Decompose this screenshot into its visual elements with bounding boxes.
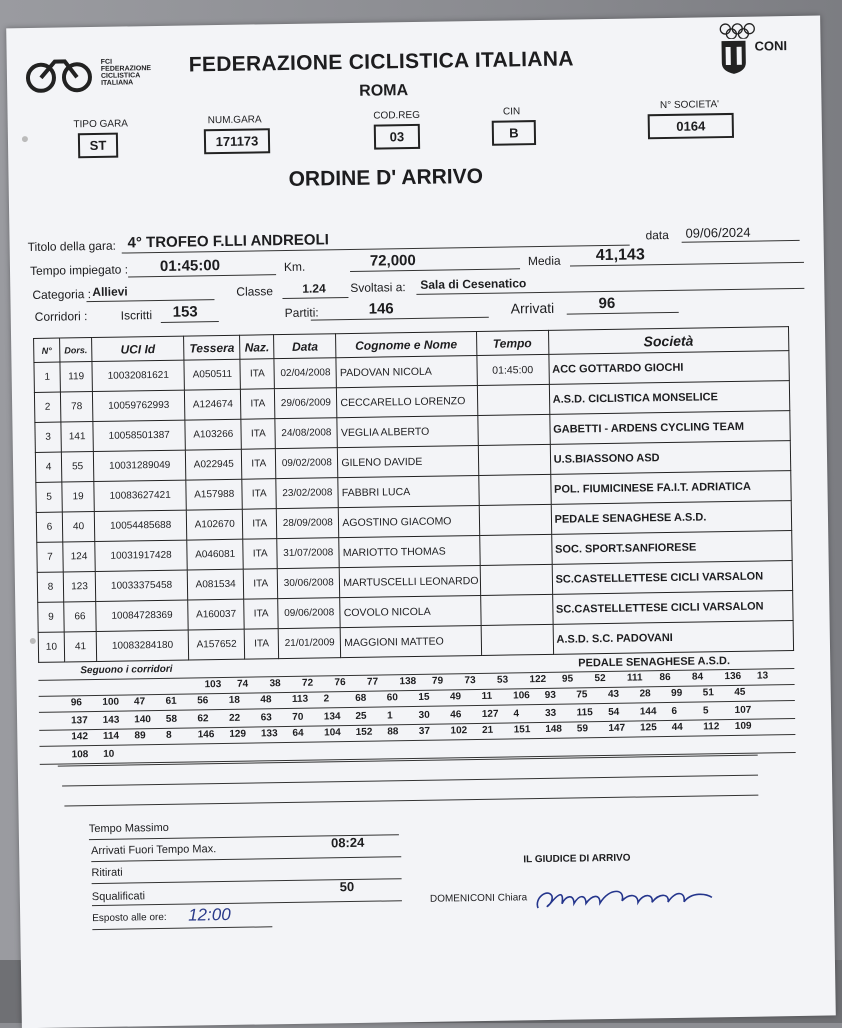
cell-societa: SC.CASTELLETTESE CICLI VARSALON bbox=[552, 561, 793, 595]
race-title: 4° TROFEO F.LLI ANDREOLI bbox=[127, 231, 329, 252]
partiti-value: 146 bbox=[368, 300, 394, 318]
rider-number: 122 bbox=[529, 673, 547, 686]
rider-number: 18 bbox=[228, 694, 240, 706]
coni-shield-icon bbox=[720, 39, 747, 75]
rider-number: 28 bbox=[639, 688, 651, 700]
esposto-value: 12:00 bbox=[187, 904, 231, 925]
cell-name: AGOSTINO GIACOMO bbox=[339, 505, 480, 537]
cell-dorsal: 141 bbox=[61, 422, 93, 452]
cell-name: VEGLIA ALBERTO bbox=[337, 415, 478, 447]
cell-pos: 5 bbox=[36, 482, 62, 512]
rider-number: 136 bbox=[724, 670, 742, 683]
cell-societa: ACC GOTTARDO GIOCHI bbox=[548, 351, 789, 385]
arrivati-value: 96 bbox=[598, 294, 616, 313]
cell-tessera: A124674 bbox=[185, 389, 242, 420]
cell-societa: SOC. SPORT.SANFIORESE bbox=[551, 531, 792, 565]
esposto-label: Esposto alle ore: bbox=[92, 911, 167, 925]
media-label: Media bbox=[527, 253, 561, 269]
cell-tempo bbox=[477, 384, 550, 415]
categoria-value: Allievi bbox=[92, 284, 128, 300]
rider-number: 6 bbox=[671, 705, 678, 717]
cell-dorsal: 55 bbox=[61, 452, 93, 482]
rider-number: 102 bbox=[450, 725, 468, 737]
rider-number: 96 bbox=[70, 697, 83, 709]
tempo-value: 01:45:00 bbox=[159, 257, 221, 275]
rider-number: 127 bbox=[481, 708, 499, 720]
rider-number: 60 bbox=[386, 692, 398, 704]
rider-number: 142 bbox=[71, 731, 89, 743]
tempo-massimo-label: Tempo Massimo bbox=[88, 821, 169, 836]
cell-societa: POL. FIUMICINESE FA.I.T. ADRIATICA bbox=[550, 471, 791, 505]
rider-number: 75 bbox=[576, 689, 588, 701]
cell-uci-id: 10054485688 bbox=[94, 510, 187, 541]
rider-number: 140 bbox=[134, 714, 152, 726]
cell-pos: 3 bbox=[35, 422, 61, 452]
rider-number: 47 bbox=[133, 696, 146, 708]
cell-naz: ITA bbox=[244, 629, 278, 660]
punch-hole bbox=[30, 638, 36, 644]
svoltasi-value: Sala di Cesenatico bbox=[420, 276, 527, 292]
tempo-label: Tempo impiegato : bbox=[29, 262, 129, 278]
rider-number: 137 bbox=[70, 715, 88, 727]
rider-number: 37 bbox=[418, 725, 431, 737]
rider-number: 106 bbox=[513, 690, 530, 702]
cell-naz: ITA bbox=[242, 449, 276, 480]
col-header-societa: Società bbox=[548, 327, 789, 355]
fci-logo-text bbox=[101, 58, 152, 87]
categoria-label: Categoria : bbox=[32, 287, 92, 302]
cell-data: 02/04/2008 bbox=[274, 358, 337, 389]
squalificati-value: 50 bbox=[339, 878, 355, 895]
cell-dorsal: 123 bbox=[63, 572, 95, 602]
cell-tempo bbox=[478, 474, 551, 505]
cell-data: 09/02/2008 bbox=[276, 448, 339, 479]
cell-uci-id: 10031917428 bbox=[95, 540, 188, 571]
cell-tessera: A157988 bbox=[186, 479, 243, 510]
rider-number: 30 bbox=[418, 709, 430, 721]
iscritti-label: Iscritti bbox=[120, 308, 153, 323]
rider-number: 2 bbox=[323, 693, 330, 705]
cell-data: 29/06/2009 bbox=[275, 388, 338, 419]
cell-name: MAGGIONI MATTEO bbox=[340, 625, 481, 657]
ruled-line bbox=[91, 856, 401, 862]
code-box-cod-reg: 03 bbox=[374, 124, 420, 150]
cell-pos: 9 bbox=[38, 602, 64, 632]
underline bbox=[86, 299, 214, 302]
data-label: data bbox=[645, 227, 669, 243]
rider-number: 15 bbox=[418, 691, 430, 703]
rider-number: 76 bbox=[334, 677, 346, 689]
rider-number: 72 bbox=[301, 677, 314, 689]
federation-title: FEDERAZIONE CICLISTICA ITALIANA bbox=[188, 47, 574, 77]
rider-number: 53 bbox=[496, 674, 509, 686]
rider-number: 95 bbox=[561, 673, 574, 685]
signature-icon bbox=[530, 875, 721, 918]
cell-tessera: A050511 bbox=[184, 359, 241, 390]
cell-dorsal: 19 bbox=[62, 482, 94, 512]
cell-name: FABBRI LUCA bbox=[338, 475, 479, 507]
classe-value: 1.24 bbox=[302, 281, 326, 296]
rider-number: 86 bbox=[659, 671, 671, 684]
svoltasi-label: Svoltasi a: bbox=[350, 280, 406, 295]
rider-number: 129 bbox=[229, 728, 247, 740]
cell-name: COVOLO NICOLA bbox=[340, 595, 481, 627]
rider-number: 64 bbox=[292, 727, 304, 739]
cell-name: MARIOTTO THOMAS bbox=[339, 535, 480, 567]
cell-uci-id: 10084728369 bbox=[96, 600, 189, 631]
col-header-data: Data bbox=[274, 334, 336, 359]
km-value: 72,000 bbox=[369, 251, 416, 270]
rider-number: 144 bbox=[639, 706, 657, 718]
rider-number: 115 bbox=[576, 707, 593, 719]
rider-number: 1 bbox=[386, 710, 393, 722]
rider-number: 107 bbox=[734, 704, 752, 716]
rider-number: 4 bbox=[513, 708, 520, 720]
media-value: 41,143 bbox=[595, 246, 645, 265]
cell-societa: A.S.D. CICLISTICA MONSELICE bbox=[549, 381, 790, 415]
rider-number: 99 bbox=[671, 687, 683, 699]
cell-naz: ITA bbox=[242, 479, 276, 510]
rider-number: 22 bbox=[228, 712, 241, 724]
rider-number: 52 bbox=[594, 673, 606, 685]
underline bbox=[161, 321, 219, 323]
cell-tessera: A046081 bbox=[187, 539, 244, 570]
cell-pos: 10 bbox=[38, 632, 64, 662]
code-label-societa: N° SOCIETA' bbox=[659, 99, 720, 112]
seguono-label: Seguono i corridori bbox=[80, 663, 173, 677]
cell-name: PADOVAN NICOLA bbox=[336, 355, 477, 387]
cell-tempo bbox=[479, 534, 552, 565]
cell-tessera: A103266 bbox=[185, 419, 242, 450]
underline bbox=[282, 297, 348, 299]
fci-logo-icon bbox=[25, 51, 98, 96]
cell-pos: 2 bbox=[34, 392, 60, 422]
cell-dorsal: 78 bbox=[60, 392, 92, 422]
rider-number: 61 bbox=[165, 695, 177, 707]
col-header-tessera: Tessera bbox=[184, 335, 240, 360]
rider-number: 38 bbox=[269, 678, 281, 690]
cell-societa: GABETTI - ARDENS CYCLING TEAM bbox=[549, 411, 790, 445]
rider-number: 146 bbox=[197, 729, 215, 741]
rider-number: 74 bbox=[236, 678, 249, 690]
arrivati-label: Arrivati bbox=[510, 299, 555, 317]
rider-number: 84 bbox=[691, 671, 704, 683]
rider-number: 54 bbox=[608, 706, 620, 718]
cell-naz: ITA bbox=[241, 389, 275, 420]
results-table bbox=[33, 326, 794, 663]
col-header-naz: Naz. bbox=[240, 335, 274, 360]
rider-number: 148 bbox=[545, 723, 563, 735]
cell-uci-id: 10058501387 bbox=[93, 420, 186, 451]
coni-label: CONI bbox=[754, 38, 788, 54]
cell-tempo bbox=[480, 564, 553, 595]
cell-tempo: 01:45:00 bbox=[476, 354, 549, 385]
cell-data: 23/02/2008 bbox=[276, 478, 339, 509]
rider-number: 33 bbox=[544, 707, 557, 719]
rider-number: 5 bbox=[702, 705, 709, 717]
fci-logo-line: FCI bbox=[100, 58, 113, 66]
rider-number: 138 bbox=[399, 675, 417, 688]
cell-societa: U.S.BIASSONO ASD bbox=[550, 441, 791, 475]
code-label-tipo-gara: TIPO GARA bbox=[73, 118, 129, 131]
code-label-cin: CIN bbox=[502, 106, 521, 118]
cell-tessera: A022945 bbox=[186, 449, 243, 480]
cell-tessera: A102670 bbox=[186, 509, 243, 540]
rider-number: 46 bbox=[450, 709, 462, 721]
ruled-line bbox=[92, 878, 402, 884]
col-header-tempo: Tempo bbox=[476, 330, 548, 355]
cell-societa: A.S.D. S.C. PADOVANI bbox=[553, 621, 794, 655]
code-box-num-gara: 171173 bbox=[204, 128, 270, 154]
cell-naz: ITA bbox=[243, 509, 277, 540]
cell-naz: ITA bbox=[240, 359, 274, 390]
rider-number: 152 bbox=[355, 726, 373, 738]
col-header-dorsal: Dors. bbox=[60, 338, 92, 363]
cell-uci-id: 10032081621 bbox=[92, 360, 185, 391]
iscritti-value: 153 bbox=[172, 303, 198, 321]
document-title: ORDINE D' ARRIVO bbox=[288, 164, 484, 191]
rider-number: 13 bbox=[756, 670, 769, 682]
cell-data: 09/06/2008 bbox=[278, 598, 341, 629]
rider-number: 151 bbox=[513, 724, 531, 736]
rider-number: 43 bbox=[607, 688, 620, 700]
cell-data: 24/08/2008 bbox=[275, 418, 338, 449]
rider-number: 133 bbox=[260, 728, 278, 740]
rider-number: 108 bbox=[71, 749, 89, 761]
cell-tessera: A160037 bbox=[188, 599, 245, 630]
cell-naz: ITA bbox=[243, 539, 277, 570]
rider-number: 8 bbox=[166, 729, 172, 741]
code-box-cin: B bbox=[492, 120, 536, 146]
cell-pos: 7 bbox=[37, 542, 63, 572]
rider-number: 25 bbox=[355, 710, 367, 722]
rider-number: 73 bbox=[464, 675, 476, 687]
ruled-line bbox=[64, 795, 758, 807]
rider-number: 63 bbox=[260, 712, 272, 724]
underline bbox=[128, 274, 276, 277]
race-date: 09/06/2024 bbox=[685, 224, 751, 241]
cell-name: MARTUSCELLI LEONARDO bbox=[340, 565, 481, 597]
seguono-societa: PEDALE SENAGHESE A.S.D. bbox=[578, 655, 731, 670]
cell-tempo bbox=[477, 414, 550, 445]
fci-logo-line: CICLISTICA bbox=[100, 72, 141, 80]
giudice-name: DOMENICONI Chiara bbox=[429, 892, 528, 905]
rider-number: 113 bbox=[291, 693, 309, 705]
rider-number: 58 bbox=[165, 713, 178, 725]
cell-pos: 6 bbox=[36, 512, 62, 542]
cell-pos: 1 bbox=[34, 362, 60, 392]
col-header-name: Cognome e Nome bbox=[336, 332, 477, 358]
col-header-uci-id: UCI Id bbox=[92, 336, 184, 361]
rider-number: 134 bbox=[323, 711, 341, 723]
cell-data: 21/01/2009 bbox=[278, 628, 341, 659]
rider-number: 111 bbox=[626, 672, 643, 684]
cell-data: 31/07/2008 bbox=[277, 538, 340, 569]
cell-data: 28/09/2008 bbox=[277, 508, 340, 539]
rider-number: 104 bbox=[324, 727, 341, 739]
rider-number: 51 bbox=[702, 687, 714, 699]
cell-uci-id: 10033375458 bbox=[95, 570, 188, 601]
rider-number: 21 bbox=[481, 724, 494, 736]
rider-number: 48 bbox=[260, 694, 272, 706]
rider-number: 88 bbox=[387, 726, 399, 738]
rider-number: 56 bbox=[197, 695, 209, 707]
rider-number: 59 bbox=[576, 723, 589, 735]
partiti-label: Partiti: bbox=[284, 305, 319, 321]
cell-naz: ITA bbox=[241, 419, 275, 450]
rider-number: 11 bbox=[481, 690, 493, 702]
classe-label: Classe bbox=[236, 284, 274, 299]
cell-data: 30/06/2008 bbox=[277, 568, 340, 599]
code-label-cod-reg: COD.REG bbox=[373, 109, 421, 122]
cell-name: CECCARELLO LORENZO bbox=[337, 385, 478, 417]
code-box-tipo-gara: ST bbox=[78, 133, 118, 159]
cell-tessera: A081534 bbox=[187, 569, 244, 600]
rider-number: 45 bbox=[734, 686, 746, 698]
cell-naz: ITA bbox=[244, 599, 278, 630]
cell-uci-id: 10059762993 bbox=[92, 390, 185, 421]
punch-hole bbox=[22, 136, 28, 142]
cell-societa: PEDALE SENAGHESE A.S.D. bbox=[551, 501, 792, 535]
rider-number: 100 bbox=[102, 696, 120, 708]
olympic-rings-icon bbox=[718, 23, 758, 40]
rider-number: 70 bbox=[292, 711, 304, 723]
rider-number: 49 bbox=[449, 691, 462, 703]
cell-societa: SC.CASTELLETTESE CICLI VARSALON bbox=[552, 591, 793, 625]
squalificati-label: Squalificati bbox=[91, 890, 146, 904]
fci-logo-line: FEDERAZIONE bbox=[100, 65, 152, 73]
rider-number: 147 bbox=[608, 722, 626, 734]
cell-tempo bbox=[479, 504, 552, 535]
cell-uci-id: 10031289049 bbox=[93, 450, 186, 481]
rider-number: 10 bbox=[103, 748, 115, 760]
rider-number: 77 bbox=[366, 676, 379, 688]
arrivati-ftm-label: Arrivati Fuori Tempo Max. bbox=[91, 843, 217, 858]
corridori-label: Corridori : bbox=[34, 309, 88, 324]
rider-number: 44 bbox=[671, 721, 683, 733]
underline bbox=[311, 317, 489, 321]
rider-number: 93 bbox=[544, 689, 556, 701]
ruled-line bbox=[92, 926, 272, 930]
underline bbox=[567, 312, 679, 315]
titolo-label: Titolo della gara: bbox=[27, 238, 117, 255]
cell-naz: ITA bbox=[243, 569, 277, 600]
cell-pos: 8 bbox=[37, 572, 63, 602]
cell-tempo bbox=[481, 624, 554, 655]
cell-dorsal: 41 bbox=[64, 632, 96, 662]
rider-number: 112 bbox=[703, 721, 720, 733]
cell-dorsal: 124 bbox=[63, 542, 95, 572]
rider-number: 62 bbox=[197, 713, 209, 725]
rider-number: 109 bbox=[734, 720, 752, 732]
cell-uci-id: 10083284180 bbox=[96, 630, 189, 661]
cell-pos: 4 bbox=[35, 452, 61, 482]
ruled-line bbox=[62, 775, 758, 787]
rider-number: 79 bbox=[431, 675, 444, 687]
cell-dorsal: 40 bbox=[62, 512, 94, 542]
cell-uci-id: 10083627421 bbox=[94, 480, 187, 511]
km-label: Km. bbox=[283, 259, 306, 275]
cell-tempo bbox=[478, 444, 551, 475]
cell-tempo bbox=[480, 594, 553, 625]
results-body bbox=[34, 351, 794, 663]
code-label-num-gara: NUM.GARA bbox=[207, 114, 262, 127]
arrivati-ftm-value: 08:24 bbox=[330, 834, 365, 851]
rider-number: 114 bbox=[102, 730, 120, 742]
fci-logo-line: ITALIANA bbox=[101, 79, 134, 87]
giudice-label: IL GIUDICE DI ARRIVO bbox=[523, 852, 631, 866]
ritirati-label: Ritirati bbox=[91, 866, 123, 880]
rider-number: 143 bbox=[102, 714, 120, 726]
city-label: ROMA bbox=[359, 82, 409, 100]
cell-dorsal: 66 bbox=[64, 602, 96, 632]
rider-number: 103 bbox=[204, 679, 222, 691]
rider-number: 125 bbox=[639, 722, 657, 734]
cell-tessera: A157652 bbox=[188, 629, 245, 660]
rider-number: 89 bbox=[134, 730, 146, 742]
results-sheet bbox=[6, 16, 836, 1028]
cell-name: GILENO DAVIDE bbox=[338, 445, 479, 477]
col-header-pos: N° bbox=[34, 338, 60, 362]
code-box-societa: 0164 bbox=[648, 113, 734, 139]
rider-number: 68 bbox=[355, 692, 367, 704]
cell-dorsal: 119 bbox=[60, 362, 92, 392]
